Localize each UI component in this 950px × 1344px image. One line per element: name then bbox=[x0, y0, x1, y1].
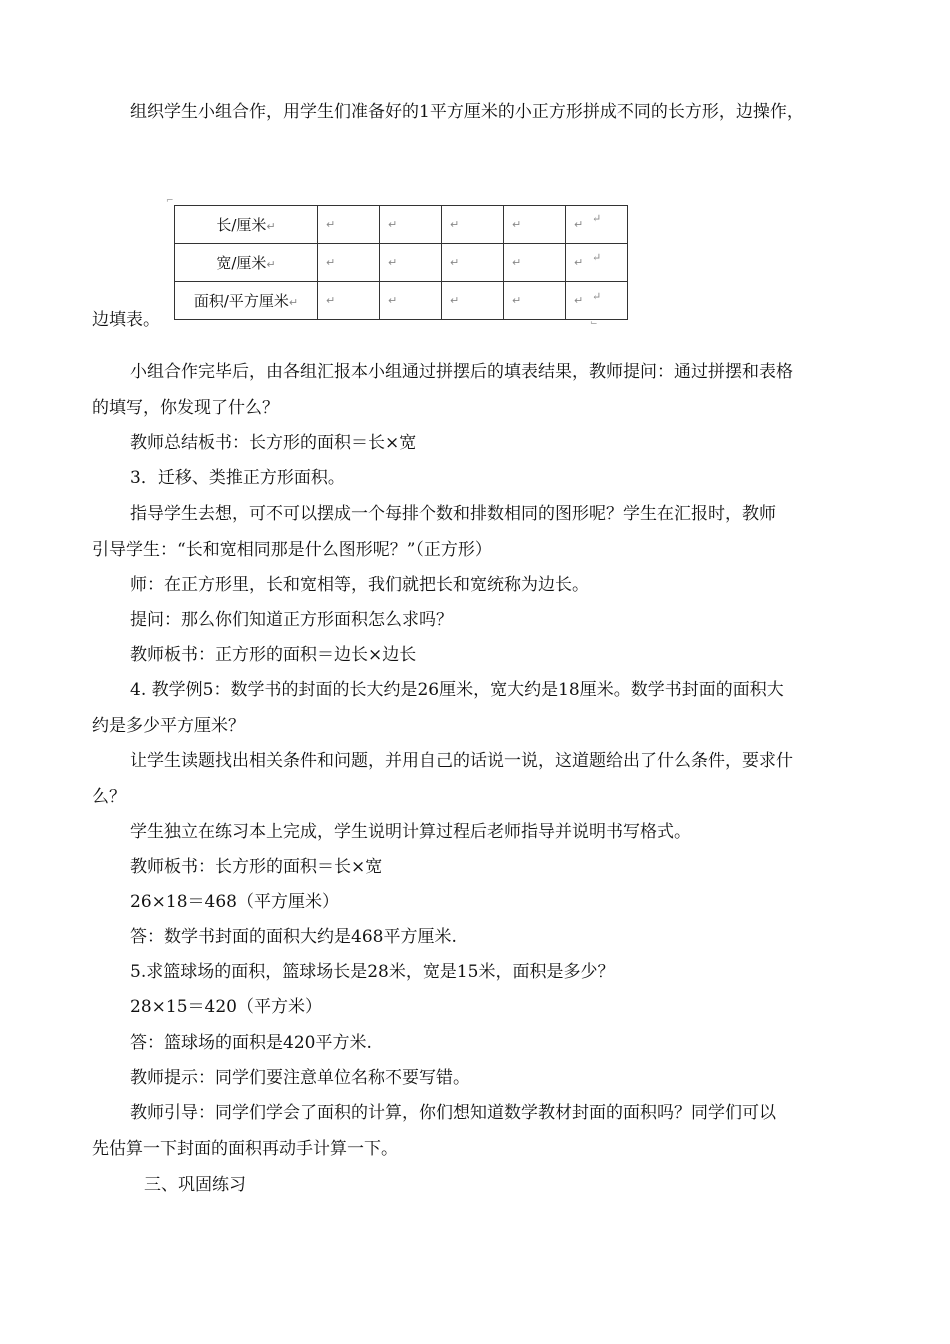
row-end-mark: ↵ bbox=[592, 212, 602, 225]
row-header-area: 面积/平方厘米↵ bbox=[175, 282, 318, 320]
table-row bbox=[175, 244, 628, 282]
table-row bbox=[175, 206, 628, 244]
table-cell: ↵ bbox=[380, 282, 442, 320]
paragraph-fill-table: 边填表。 bbox=[92, 310, 160, 330]
table-cell: ↵ bbox=[504, 282, 566, 320]
table-cell: ↵ bbox=[504, 206, 566, 244]
text-line: 教师板书：长方形的面积＝长×宽 bbox=[130, 857, 383, 877]
table-cell: ↵ bbox=[380, 244, 442, 282]
data-table bbox=[174, 205, 628, 320]
text-line: 教师提示：同学们要注意单位名称不要写错。 bbox=[130, 1068, 470, 1088]
row-header-width: 宽/厘米↵ bbox=[175, 244, 318, 282]
section-heading: 三、巩固练习 bbox=[144, 1175, 246, 1195]
text-line: 提问：那么你们知道正方形面积怎么求吗？ bbox=[130, 610, 453, 630]
table-cell: ↵ bbox=[318, 206, 380, 244]
row-end-mark: ↵ bbox=[592, 290, 602, 303]
row-end-mark: ↵ bbox=[592, 251, 602, 264]
table-anchor-mark: ⌐ bbox=[166, 196, 174, 206]
text-line: 么？ bbox=[92, 787, 126, 807]
table-cell: ↵ bbox=[566, 206, 628, 244]
table-cell: ↵ bbox=[318, 282, 380, 320]
text-line: 26×18＝468（平方厘米） bbox=[130, 892, 339, 912]
text-line: 答：篮球场的面积是420平方米. bbox=[130, 1033, 372, 1053]
table-cell: ↵ bbox=[504, 244, 566, 282]
table-cell: ↵ bbox=[380, 206, 442, 244]
text-line: 让学生读题找出相关条件和问题，并用自己的话说一说，这道题给出了什么条件，要求什 bbox=[130, 751, 793, 771]
text-line: 28×15＝420（平方米） bbox=[130, 997, 322, 1017]
table-cell: ↵ bbox=[442, 282, 504, 320]
text-line: 指导学生去想，可不可以摆成一个每排个数和排数相同的图形呢？学生在汇报时，教师 bbox=[130, 504, 776, 524]
text-line: 师：在正方形里，长和宽相等，我们就把长和宽统称为边长。 bbox=[130, 575, 589, 595]
section-heading: 3．迁移、类推正方形面积。 bbox=[130, 468, 345, 488]
text-line: 学生独立在练习本上完成，学生说明计算过程后老师指导并说明书写格式。 bbox=[130, 822, 691, 842]
text-line: 约是多少平方厘米？ bbox=[92, 716, 245, 736]
text-line: 教师引导：同学们学会了面积的计算，你们想知道数学教材封面的面积吗？同学们可以 bbox=[130, 1103, 776, 1123]
table-cell: ↵ bbox=[566, 244, 628, 282]
text-line: 教师板书：正方形的面积＝边长×边长 bbox=[130, 645, 417, 665]
table-cell: ↵ bbox=[566, 282, 628, 320]
text-line: 先估算一下封面的面积再动手计算一下。 bbox=[92, 1139, 398, 1159]
text-line: 答：数学书封面的面积大约是468平方厘米. bbox=[130, 927, 457, 947]
paragraph-intro: 组织学生小组合作，用学生们准备好的1平方厘米的小正方形拼成不同的长方形，边操作， bbox=[130, 102, 804, 122]
table-cell: ↵ bbox=[442, 206, 504, 244]
section-heading: 5.求篮球场的面积，篮球场长是28米，宽是15米，面积是多少？ bbox=[130, 962, 615, 982]
section-heading: 4. 教学例5：数学书的封面的长大约是26厘米，宽大约是18厘米。数学书封面的面积大 bbox=[130, 680, 784, 700]
text-line: 小组合作完毕后，由各组汇报本小组通过拼摆后的填表结果，教师提问：通过拼摆和表格 bbox=[130, 362, 793, 382]
table-cell: ↵ bbox=[442, 244, 504, 282]
text-line: 的填写，你发现了什么？ bbox=[92, 398, 279, 418]
table-cell: ↵ bbox=[318, 244, 380, 282]
table-row bbox=[175, 282, 628, 320]
row-header-length: 长/厘米↵ bbox=[175, 206, 318, 244]
text-line: 教师总结板书：长方形的面积＝长×宽 bbox=[130, 433, 417, 453]
text-line: 引导学生：“长和宽相同那是什么图形呢？”（正方形） bbox=[92, 540, 492, 560]
table-end-mark: ⌙ bbox=[590, 318, 598, 328]
